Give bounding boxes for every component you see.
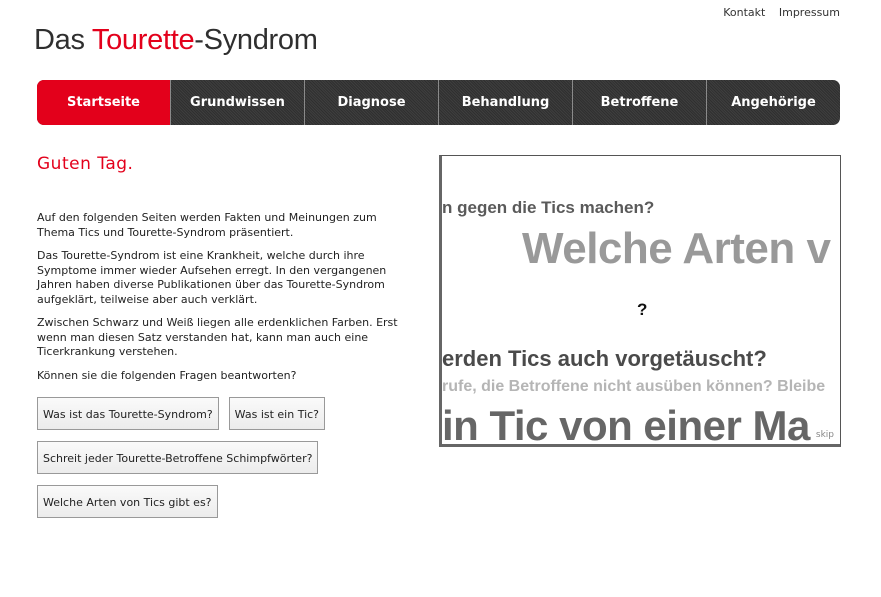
cloud-line: Welche Arten v: [522, 224, 831, 273]
page-heading: Guten Tag.: [37, 154, 134, 174]
cloud-line: ?: [637, 300, 648, 319]
intro-paragraph-1: Auf den folgenden Seiten werden Fakten und Meinungen zum Thema Tics und Tourette-Syndrom präsentiert.: [37, 211, 377, 239]
question-row-2: [37, 441, 417, 474]
logo-text-1: Das: [34, 24, 92, 56]
cloud-line: rufe, die Betroffene nicht ausüben können? Bleibe: [442, 378, 826, 395]
question-button-arten[interactable]: Welche Arten von Tics gibt es?: [37, 485, 218, 518]
logo-text-2: Tourette: [91, 24, 195, 56]
question-button-schimpfwoerter[interactable]: Schreit jeder Tourette-Betroffene Schimpfwörter?: [37, 441, 318, 474]
cloud-line: in Tic von einer Ma: [442, 402, 810, 447]
question-button-tourette[interactable]: Was ist das Tourette-Syndrom?: [37, 397, 219, 430]
logo-text-3: -Syndrom: [194, 24, 318, 56]
top-links: [713, 6, 840, 19]
cloud-line: erden Tics auch vorgetäuscht?: [442, 346, 767, 371]
nav-item-betroffene[interactable]: Betroffene: [572, 80, 706, 125]
nav-item-startseite[interactable]: Startseite: [37, 80, 170, 125]
site-logo[interactable]: [34, 24, 318, 57]
question-button-tic[interactable]: Was ist ein Tic?: [229, 397, 325, 430]
nav-item-behandlung[interactable]: Behandlung: [438, 80, 572, 125]
question-row-3: [37, 485, 417, 518]
intro-paragraph-3: Zwischen Schwarz und Weiß liegen alle erdenklichen Farben. Erst wenn man diesen Satz verstanden hat, kann man auch eine Ticerkrankung verstehen.: [37, 316, 398, 358]
question-row-1: [37, 397, 417, 430]
intro-paragraph-4: Können sie die folgenden Fragen beantworten?: [37, 368, 297, 382]
nav-item-diagnose[interactable]: Diagnose: [304, 80, 438, 125]
intro-paragraph-2: Das Tourette-Syndrom ist eine Krankheit, welche durch ihre Symptome immer wieder Aufsehen erregt. In den vergangenen Jahren haben diverse Publikationen über das Tourette-Syndrom aufgeklärt, teilweise aber auch verklärt.: [37, 249, 387, 306]
main-content: [37, 154, 417, 529]
nav-item-angehoerige[interactable]: Angehörige: [706, 80, 840, 125]
question-cloud-animation: [439, 155, 841, 447]
nav-item-grundwissen[interactable]: Grundwissen: [170, 80, 304, 125]
impressum-link[interactable]: Impressum: [778, 6, 840, 19]
skip-link[interactable]: skip: [815, 430, 834, 440]
main-nav: [37, 80, 840, 125]
cloud-line: n gegen die Tics machen?: [442, 198, 655, 217]
kontakt-link[interactable]: Kontakt: [723, 6, 766, 19]
